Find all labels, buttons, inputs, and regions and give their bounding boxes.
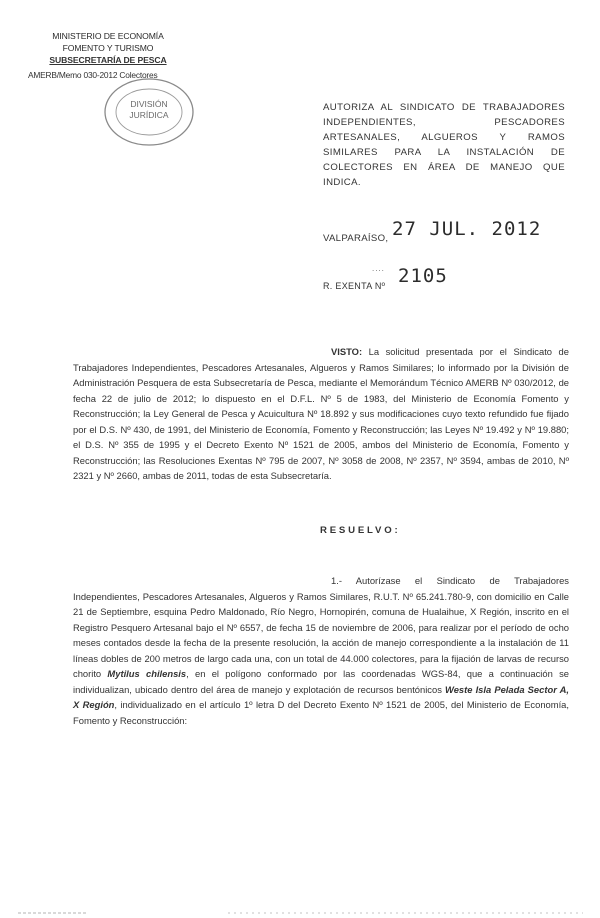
subsecretaria-name: SUBSECRETARÍA DE PESCA: [49, 55, 167, 65]
resolution-subject: AUTORIZA AL SINDICATO DE TRABAJADORES INDEPENDIENTES, PESCADORES ARTESANALES, ALGUEROS Y RAMOS SIMILARES PARA LA INSTALACIÓN DE COLECTORES EN ÁREA DE MANEJO QUE INDICA.: [323, 102, 565, 188]
item1-text-part3: , individualizado en el artículo 1º letra D del Decreto Exento Nº 1521 de 2005, del Ministerio de Economía, Fomento y Reconstrucción:: [73, 699, 569, 726]
ministry-name: MINISTERIO DE ECONOMÍA: [52, 31, 164, 41]
visto-label: VISTO:: [331, 346, 363, 357]
document-reference: AMERB/Memo 030-2012 Colectores: [28, 70, 158, 80]
scan-edge-line: [18, 911, 583, 915]
resolution-label: R. EXENTA Nº: [323, 281, 386, 291]
area-name: Weste Isla Pelada Sector A, X Región: [73, 683, 569, 710]
resolution-dots: ....: [372, 264, 385, 273]
place-label: VALPARAÍSO,: [323, 233, 389, 244]
item1-text-part2: , en el polígono conformado por las coordenadas WGS-84, que a continuación se individualizan, ubicado dentro del área de manejo y explotación de recursos bentónicos: [73, 668, 569, 695]
ministry-subtitle: FOMENTO Y TURISMO: [62, 43, 154, 53]
date-stamp: 27 JUL. 2012: [392, 218, 542, 240]
stamp-line-1: DIVISIÓN: [130, 99, 168, 109]
item1-text-part1: 1.- Autorízase el Sindicato de Trabajadores Independientes, Pescadores Artesanales, Algueros y Ramos Similares, R.U.T. Nº 65.241.780-9, con domicilio en Calle 21 de Septiembre, esquina Pedro Maldonado, Río Negro, Hornopirén, comuna de Hualaihue, X Región, inscrito en el Registro Pesquero Artesanal bajo el Nº 6557, de fecha 15 de noviembre de 2006, para realizar por el período de ocho meses contados desde la fecha de la presente resolución, la acción de manejo correspondiente a la instalación de 11 líneas dobles de 200 metros de largo cada una, con un total de 44.000 colectores, para la fijación de larvas de recurso chorito: [73, 575, 569, 679]
resolution-number: 2105: [398, 265, 448, 287]
division-juridica-stamp: [103, 76, 195, 148]
species-name: Mytilus chilensis: [107, 668, 187, 679]
visto-paragraph: [73, 344, 569, 484]
resolution-item-1: [73, 573, 569, 728]
letterhead: [28, 30, 188, 66]
stamp-line-2: JURÍDICA: [129, 110, 169, 120]
visto-text: La solicitud presentada por el Sindicato de Trabajadores Independientes, Pescadores Artesanales, Algueros y Ramos Similares; lo informado por la División de Administración Pesquera de esta Subsecretaría de Pesca, mediante el Memorándum Técnico AMERB Nº 030/2012, de fecha 22 de julio de 2012; lo dispuesto en el D.F.L. Nº 5 de 1983, del Ministerio de Economía Fomento y Reconstrucción; la Ley General de Pesca y Acuicultura Nº 18.892 y sus modificaciones cuyo texto refundido fue fijado por el D.S. Nº 430, de 1991, del Ministerio de Economía, Fomento y Reconstrucción; las Leyes Nº 19.492 y Nº 19.880; el D.S. Nº 355 de 1995 y el Decreto Exento Nº 1521 de 2005, ambos del Ministerio de Economía, Fomento y Reconstrucción; las Resoluciones Exentas Nº 795 de 2007, Nº 3058 de 2008, Nº 2357, Nº 3594, ambas de 2010, Nº 2321 y Nº 2660, ambas de 2011, todas de esta Subsecretaría.: [73, 346, 569, 481]
resuelvo-heading: RESUELVO:: [320, 525, 401, 536]
